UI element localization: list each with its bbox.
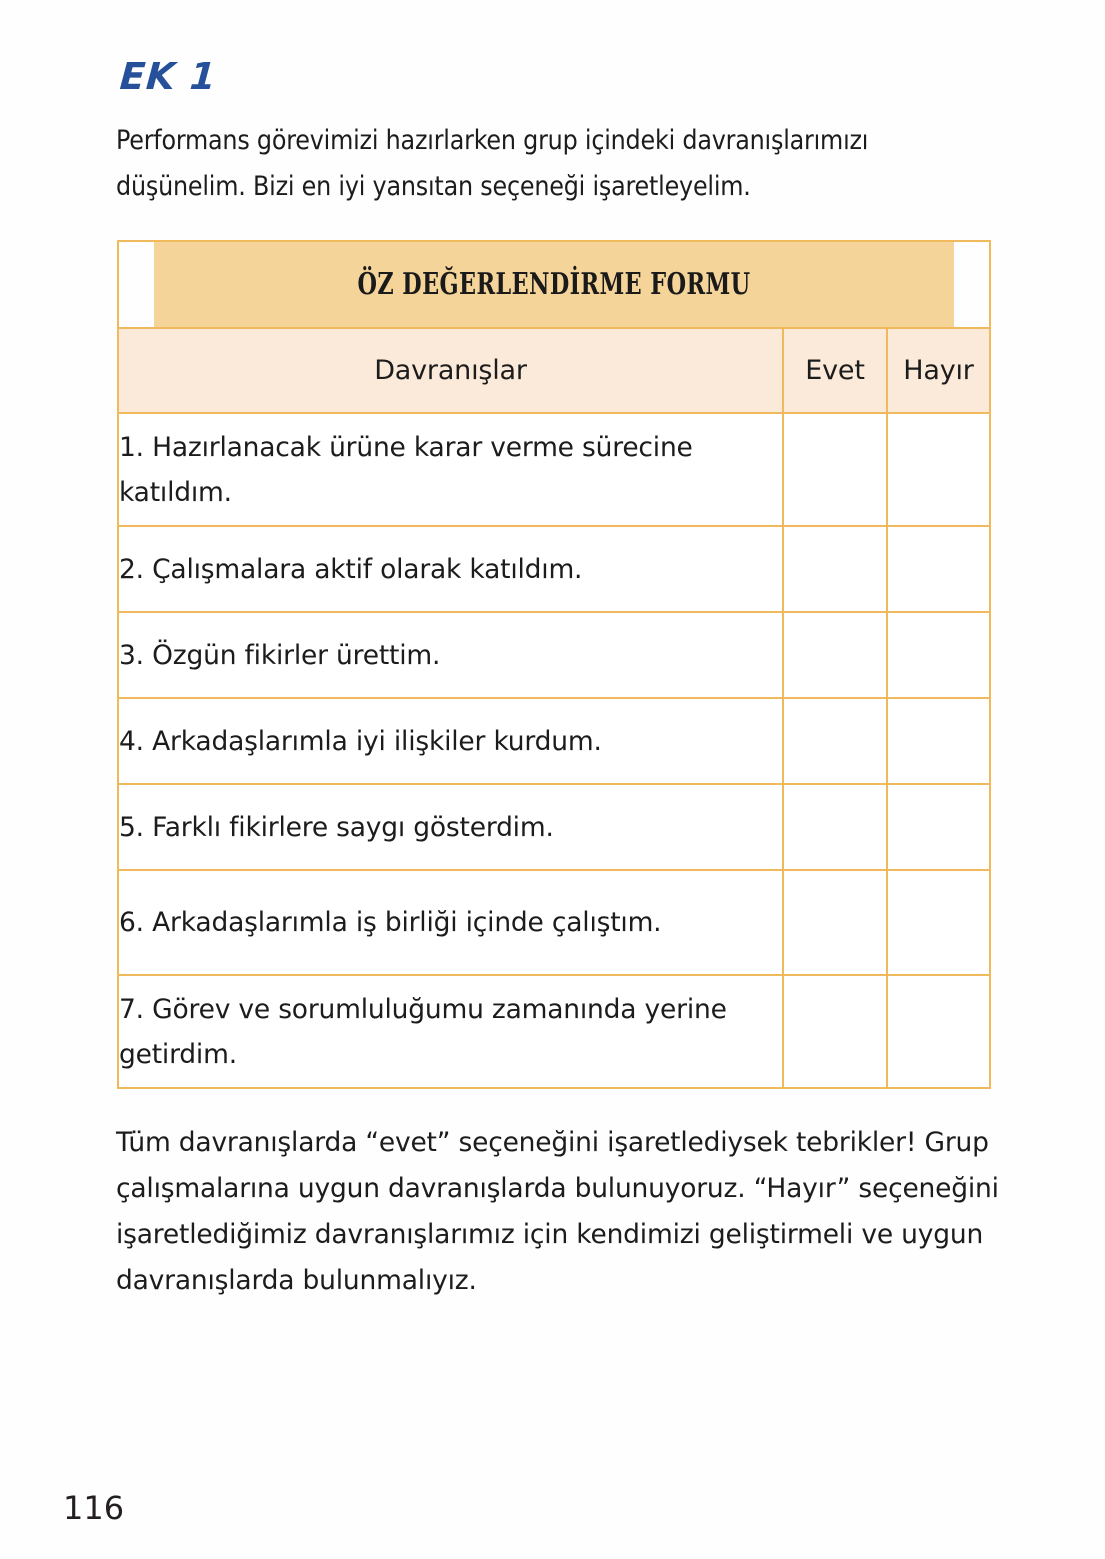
yes-checkbox-cell-2[interactable]: [783, 526, 887, 612]
no-checkbox-cell-3[interactable]: [887, 612, 990, 698]
table-row: [118, 870, 990, 975]
yes-checkbox-cell-7[interactable]: [783, 975, 887, 1088]
item-text-6: Arkadaşlarımla iş birliği içinde çalıştım.: [152, 907, 662, 938]
item-text-2: Çalışmalara aktif olarak katıldım.: [152, 553, 583, 585]
behaviour-item-5: [118, 784, 783, 870]
table-title: [153, 241, 955, 328]
yes-checkbox-cell-6[interactable]: [783, 870, 887, 975]
item-number-1: 1.: [119, 431, 144, 463]
item-number-2: 2.: [119, 553, 144, 585]
item-number-3: 3.: [119, 639, 144, 671]
yes-checkbox-cell-3[interactable]: [783, 612, 887, 698]
no-checkbox-cell-7[interactable]: [887, 975, 990, 1088]
behaviour-item-7: [118, 975, 783, 1088]
self-assessment-form-table: [117, 240, 991, 1089]
intro-paragraph: Performans görevimizi hazırlarken grup içindeki davranışlarımızı düşünelim. Bizi en iyi yansıtan seçeneği işaretleyelim.: [116, 125, 869, 202]
page-heading-ek: EK 1: [118, 55, 219, 98]
yes-checkbox-cell-5[interactable]: [783, 784, 887, 870]
item-text-1: Hazırlanacak ürüne karar verme sürecine katıldım.: [119, 431, 693, 508]
yes-checkbox-cell-1[interactable]: [783, 413, 887, 526]
item-number-7: 7.: [119, 993, 144, 1025]
table-row: [118, 784, 990, 870]
item-text-3: Özgün fikirler ürettim.: [152, 639, 441, 671]
no-checkbox-cell-5[interactable]: [887, 784, 990, 870]
behaviour-item-1: [118, 413, 783, 526]
item-text-4: Arkadaşlarımla iyi ilişkiler kurdum.: [152, 725, 602, 757]
table-title-text: ÖZ DEĞERLENDİRME FORMU: [357, 267, 751, 302]
item-number-4: 4.: [119, 725, 144, 757]
table-row: [118, 612, 990, 698]
table-row: [118, 413, 990, 526]
behaviour-item-3: [118, 612, 783, 698]
page-number: 116: [63, 1489, 125, 1527]
no-checkbox-cell-1[interactable]: [887, 413, 990, 526]
closing-paragraph: Tüm davranışlarda “evet” seçeneğini işaretlediysek tebrikler! Grup çalışmalarına uygun davranışlarda bulunuyoruz. “Hayır” seçeneğini işaretlediğimiz davranışlarımız için kendimizi geliştirmeli ve uygun davranışlarda bulunmalıyız.: [116, 1127, 999, 1296]
table-row: [118, 526, 990, 612]
behaviour-item-6: [118, 870, 783, 975]
column-header-yes: Evet: [783, 328, 887, 413]
table-row: [118, 698, 990, 784]
no-checkbox-cell-4[interactable]: [887, 698, 990, 784]
item-text-5: Farklı fikirlere saygı gösterdim.: [152, 811, 554, 843]
table-title-row: [118, 241, 990, 328]
behaviour-item-4: [118, 698, 783, 784]
table-row: [118, 975, 990, 1088]
item-number-6: 6.: [119, 907, 144, 938]
column-header-behaviour: Davranışlar: [118, 328, 783, 413]
column-header-no: Hayır: [887, 328, 990, 413]
table-header-row: [118, 328, 990, 413]
yes-checkbox-cell-4[interactable]: [783, 698, 887, 784]
item-number-5: 5.: [119, 811, 144, 843]
no-checkbox-cell-6[interactable]: [887, 870, 990, 975]
item-text-7: Görev ve sorumluluğumu zamanında yerine getirdim.: [119, 993, 727, 1070]
no-checkbox-cell-2[interactable]: [887, 526, 990, 612]
behaviour-item-2: [118, 526, 783, 612]
